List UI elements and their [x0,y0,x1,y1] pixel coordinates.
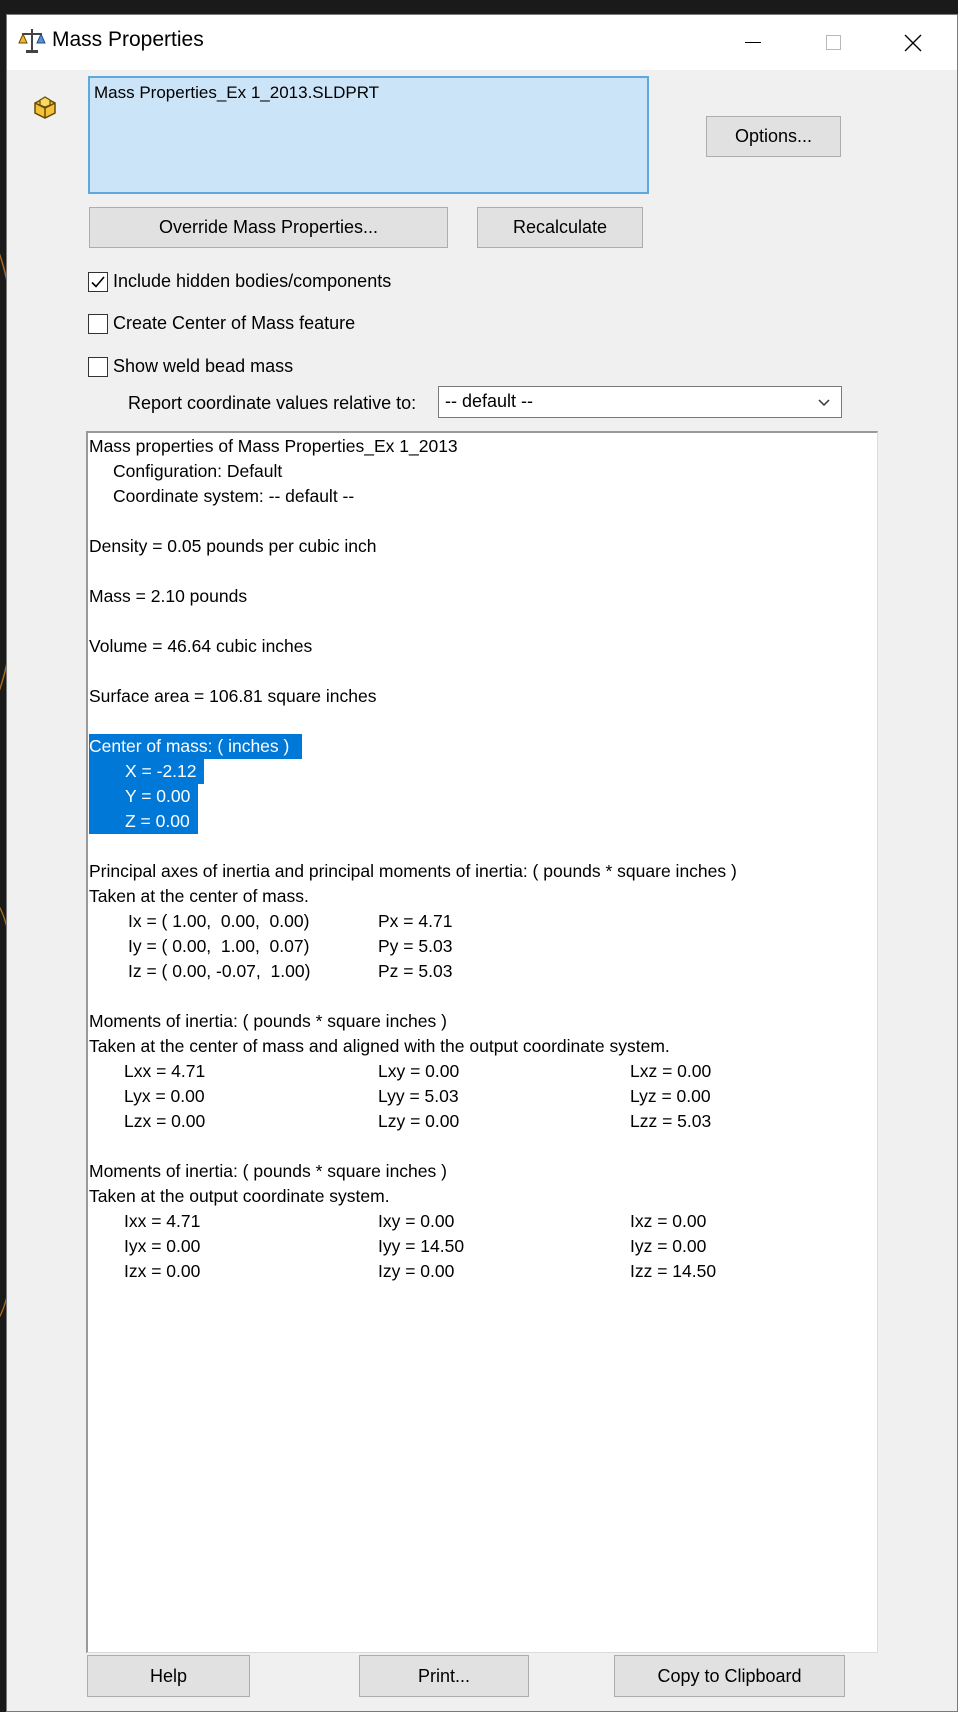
report-text-area[interactable] [86,431,878,1653]
report-moi-out-value: Izx = 0.00 [124,1261,201,1281]
override-mass-properties-button[interactable]: Override Mass Properties... [89,207,448,248]
options-button[interactable]: Options... [706,116,841,157]
checkbox-box[interactable] [88,272,108,292]
help-button[interactable]: Help [87,1655,250,1697]
report-configuration: Configuration: Default [113,461,283,481]
checkbox-label: Include hidden bodies/components [113,271,392,291]
mass-properties-window [6,14,958,1712]
coordinate-system-value: -- default -- [445,391,534,411]
report-moi-com-value: Lxz = 0.00 [630,1061,712,1081]
report-moi-com-value: Lyx = 0.00 [124,1086,205,1106]
report-moi-out-value: Ixz = 0.00 [630,1211,707,1231]
report-principal-title: Principal axes of inertia and principal moments of inertia: ( pounds * square inches ) [89,861,737,881]
part-icon [31,91,61,121]
coordinate-system-dropdown[interactable] [438,386,842,418]
recalculate-button[interactable]: Recalculate [477,207,643,248]
report-principal-axis: Iz = ( 0.00, -0.07, 1.00) [128,961,311,981]
report-principal-sub: Taken at the center of mass. [89,886,309,906]
report-moi-out-value: Izz = 14.50 [630,1261,717,1281]
window-title: Mass Properties [52,28,204,51]
report-moi-com-value: Lxy = 0.00 [378,1061,460,1081]
report-moi-com-title: Moments of inertia: ( pounds * square inches ) [89,1011,447,1031]
report-com-x: X = -2.12 [89,759,204,784]
report-principal-moment: Px = 4.71 [378,911,453,931]
report-com-z: Z = 0.00 [89,809,198,834]
report-principal-moment: Py = 5.03 [378,936,453,956]
checkmark-icon [90,274,106,290]
report-moi-com-value: Lzy = 0.00 [378,1111,460,1131]
report-principal-axis: Ix = ( 1.00, 0.00, 0.00) [128,911,310,931]
checkbox-box[interactable] [88,314,108,334]
report-surface-area: Surface area = 106.81 square inches [89,686,377,706]
checkbox-label: Create Center of Mass feature [113,313,356,333]
close-button[interactable] [873,15,953,70]
report-moi-out-value: Izy = 0.00 [378,1261,455,1281]
report-coordinate-system: Coordinate system: -- default -- [113,486,355,506]
maximize-button[interactable] [793,15,873,70]
report-moi-com-value: Lyy = 5.03 [378,1086,459,1106]
checkbox-box[interactable] [88,357,108,377]
report-com-y: Y = 0.00 [89,784,198,809]
report-density: Density = 0.05 pounds per cubic inch [89,536,377,556]
report-moi-com-value: Lzx = 0.00 [124,1111,206,1131]
create-center-of-mass-checkbox[interactable] [88,313,355,334]
scale-icon [17,25,47,55]
report-moi-com-value: Lzz = 5.03 [630,1111,712,1131]
chevron-down-icon [817,395,831,409]
report-moi-out-sub: Taken at the output coordinate system. [89,1186,390,1206]
show-weld-bead-mass-checkbox[interactable] [88,356,293,377]
title-bar [7,15,957,70]
report-principal-axis: Iy = ( 0.00, 1.00, 0.07) [128,936,310,956]
print-button[interactable]: Print... [359,1655,529,1697]
report-moi-com-value: Lxx = 4.71 [124,1061,206,1081]
checkbox-label: Show weld bead mass [113,356,294,376]
minimize-icon [745,42,761,43]
report-center-of-mass-title: Center of mass: ( inches ) [89,734,302,759]
report-mass: Mass = 2.10 pounds [89,586,248,606]
report-moi-out-value: Ixy = 0.00 [378,1211,455,1231]
selected-file-name[interactable]: Mass Properties_Ex 1_2013.SLDPRT [94,83,380,102]
report-header: Mass properties of Mass Properties_Ex 1_2013 [89,436,458,456]
report-moi-out-title: Moments of inertia: ( pounds * square inches ) [89,1161,447,1181]
report-principal-moment: Pz = 5.03 [378,961,453,981]
include-hidden-bodies-checkbox[interactable] [88,271,391,292]
report-moi-com-value: Lyz = 0.00 [630,1086,711,1106]
report-moi-out-value: Iyz = 0.00 [630,1236,707,1256]
copy-to-clipboard-button[interactable]: Copy to Clipboard [614,1655,845,1697]
report-moi-out-value: Iyy = 14.50 [378,1236,465,1256]
report-moi-out-value: Ixx = 4.71 [124,1211,201,1231]
selected-items-list[interactable] [88,76,649,194]
report-volume: Volume = 46.64 cubic inches [89,636,313,656]
close-icon [904,34,922,52]
report-moi-com-sub: Taken at the center of mass and aligned with the output coordinate system. [89,1036,670,1056]
report-moi-out-value: Iyx = 0.00 [124,1236,201,1256]
maximize-icon [826,35,841,50]
coordinate-system-label: Report coordinate values relative to: [128,393,417,413]
minimize-button[interactable] [713,15,793,70]
